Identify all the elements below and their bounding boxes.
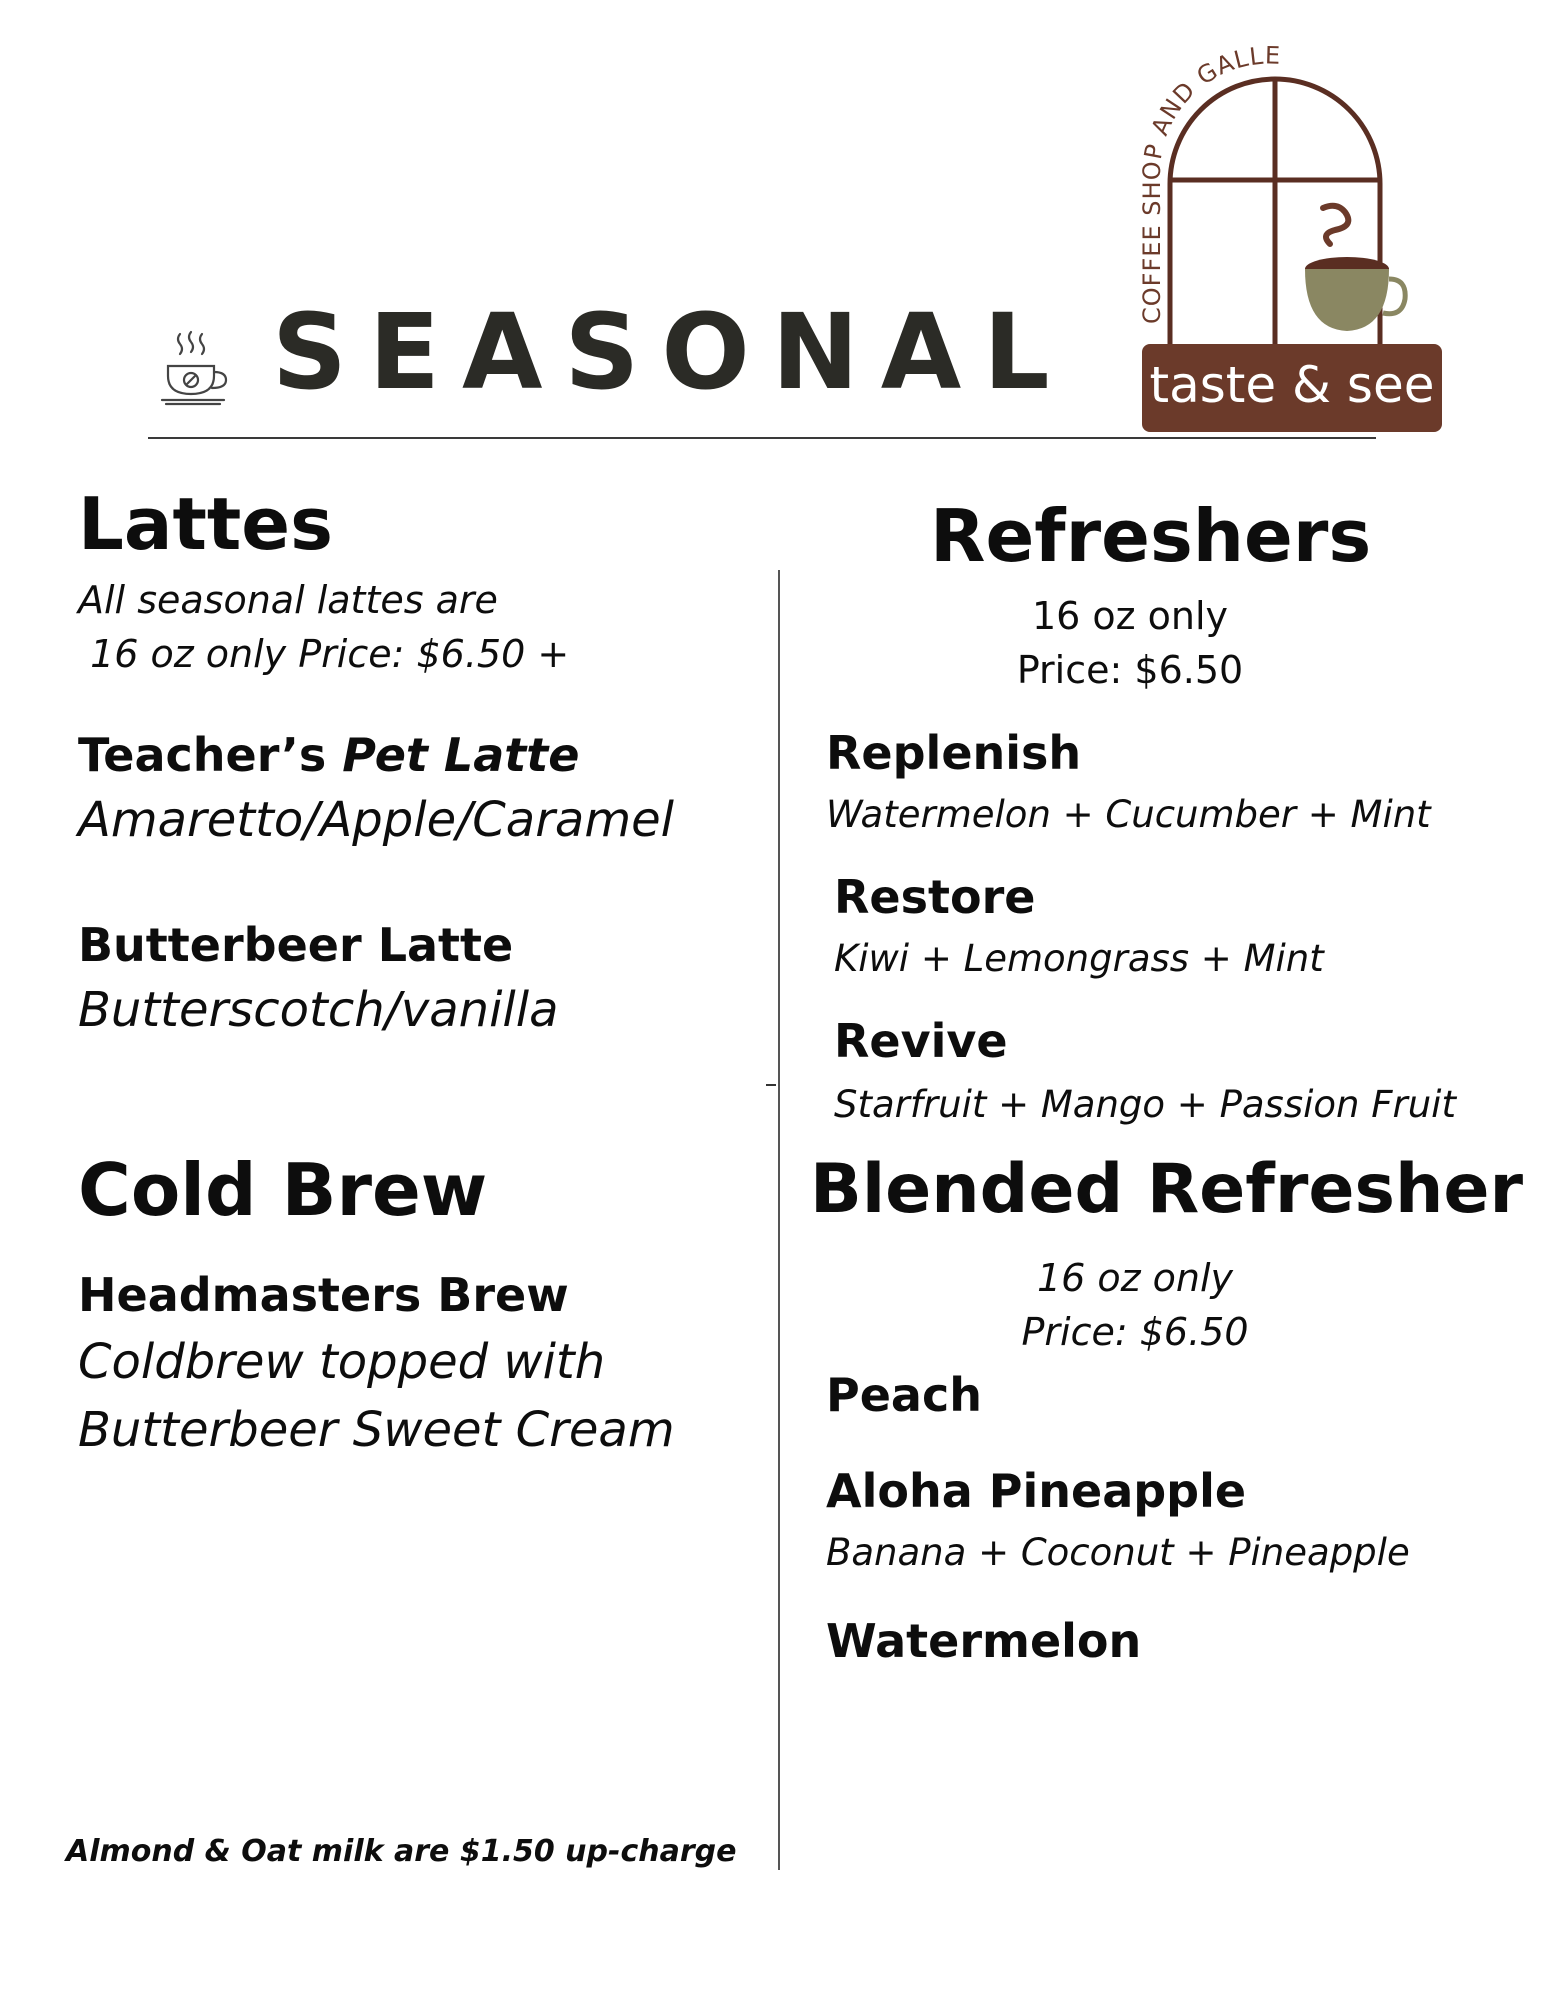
- blended-item-desc: Banana + Coconut + Pineapple: [826, 1531, 1410, 1574]
- latte-item-name: Butterbeer Latte: [78, 918, 514, 972]
- refresher-item-desc: Watermelon + Cucumber + Mint: [826, 793, 1431, 836]
- column-divider: [778, 570, 780, 1870]
- latte-item-name: [78, 728, 580, 782]
- cold-brew-heading: Cold Brew: [78, 1148, 488, 1232]
- refresher-item-name: Revive: [834, 1014, 1008, 1068]
- logo-arc-text: COFFEE SHOP AND GALLE: [1137, 41, 1282, 324]
- latte-item-desc: Butterscotch/vanilla: [78, 982, 559, 1038]
- divider-tick: [766, 1084, 776, 1086]
- taste-and-see-logo: [1130, 24, 1450, 434]
- refreshers-size: 16 oz only: [1031, 594, 1229, 638]
- coffee-cup-icon: [158, 328, 232, 408]
- blended-item-name: Aloha Pineapple: [826, 1464, 1247, 1518]
- cold-brew-item-desc-line1: Coldbrew topped with: [78, 1334, 606, 1390]
- lattes-note-line2: 16 oz only Price: $6.50 +: [78, 632, 570, 676]
- refresher-item-desc: Starfruit + Mango + Passion Fruit: [834, 1083, 1456, 1126]
- blended-item-name: Peach: [826, 1368, 982, 1422]
- lattes-heading: Lattes: [78, 482, 333, 566]
- refreshers-heading: Refreshers: [930, 494, 1372, 578]
- blended-item-name: Watermelon: [826, 1614, 1142, 1668]
- blended-heading: Blended Refresher: [810, 1150, 1524, 1229]
- latte-name-part2: Pet Latte: [342, 728, 580, 782]
- refresher-item-name: Replenish: [826, 726, 1082, 780]
- lattes-note-line1: All seasonal lattes are: [78, 578, 498, 622]
- milk-upcharge-note: Almond & Oat milk are $1.50 up-charge: [66, 1834, 737, 1869]
- logo-name: taste & see: [1149, 356, 1435, 414]
- header-divider: [148, 437, 1376, 439]
- blended-size: 16 oz only: [1036, 1256, 1234, 1300]
- cold-brew-item-desc-line2: Butterbeer Sweet Cream: [78, 1402, 675, 1458]
- svg-text:COFFEE SHOP AND GALLERY: [1130, 24, 1281, 324]
- blended-price: Price: $6.50: [1021, 1310, 1249, 1354]
- refreshers-price: Price: $6.50: [1016, 648, 1244, 692]
- refresher-item-name: Restore: [834, 870, 1036, 924]
- latte-item-desc: Amaretto/Apple/Caramel: [78, 792, 674, 848]
- latte-name-part1: Teacher’s: [78, 728, 343, 782]
- page-title: SEASONAL: [272, 291, 1072, 413]
- cold-brew-item-name: Headmasters Brew: [78, 1268, 569, 1322]
- refresher-item-desc: Kiwi + Lemongrass + Mint: [834, 937, 1324, 980]
